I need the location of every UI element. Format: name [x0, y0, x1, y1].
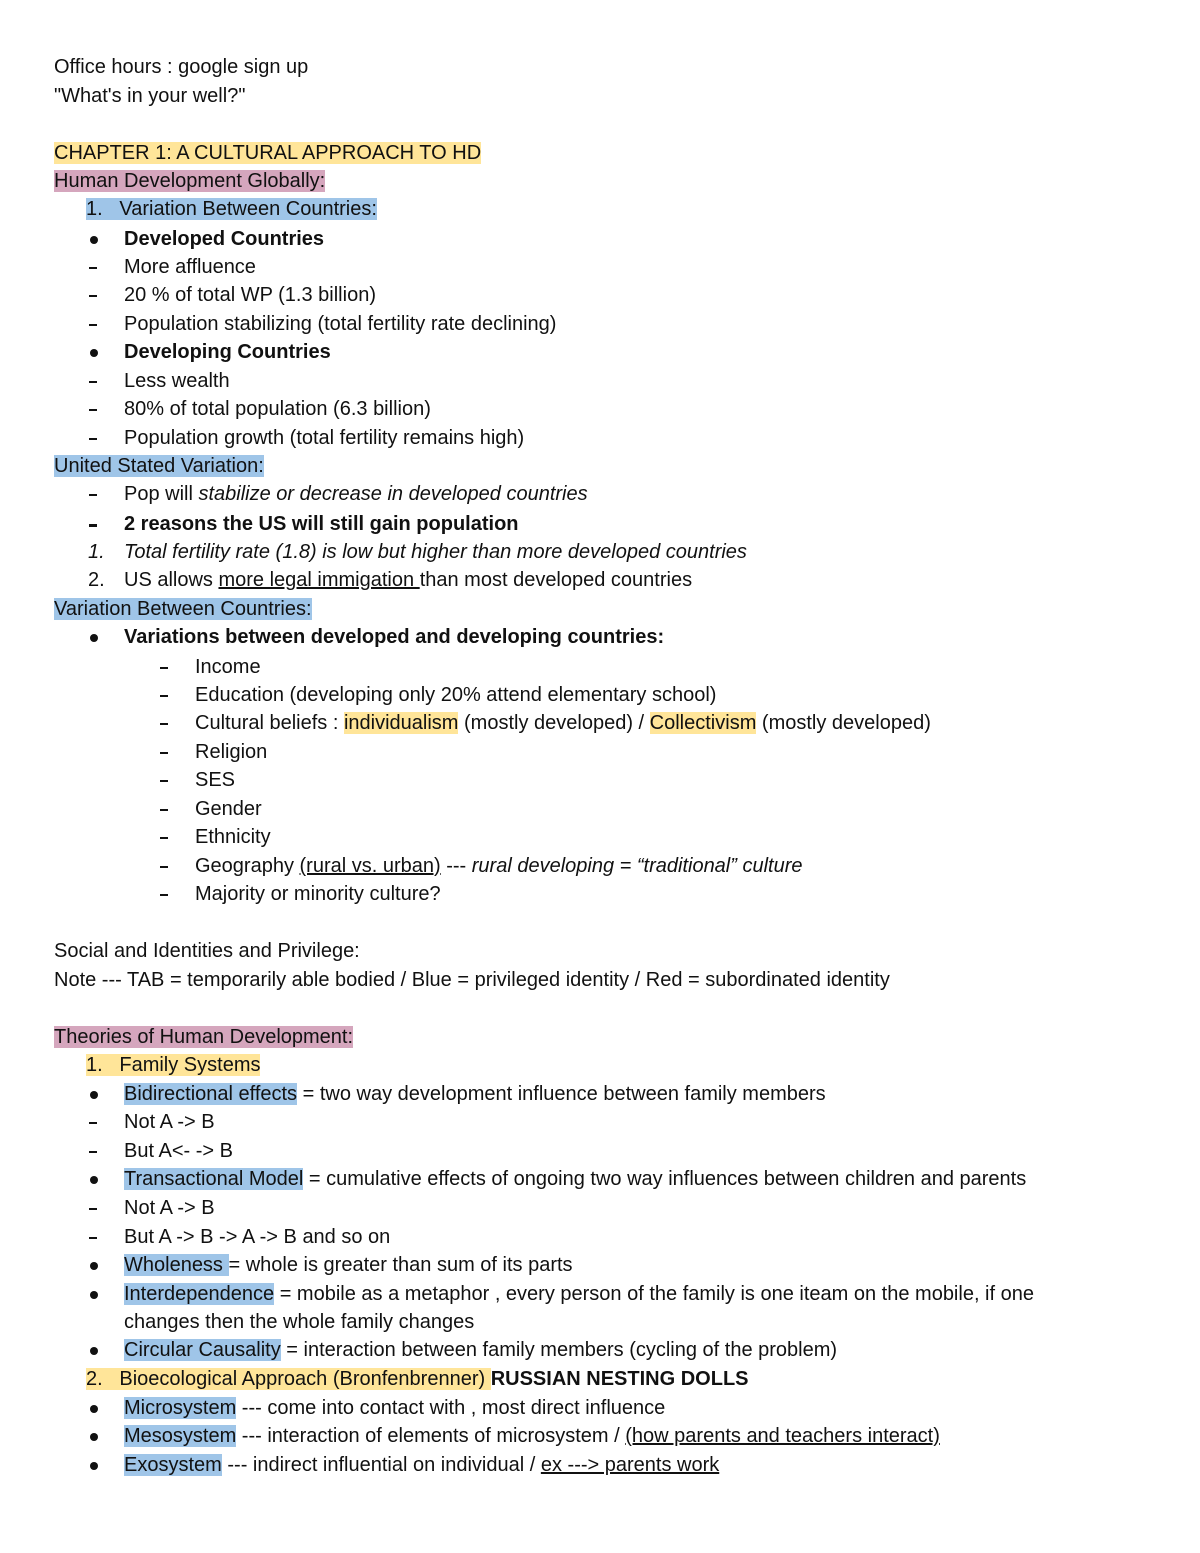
variation-item: SES [195, 769, 236, 791]
dash-text: Not A -> B [124, 1197, 215, 1219]
dash-item [124, 1110, 215, 1138]
collectivism-highlight: Collectivism [649, 712, 757, 734]
social-title: Social and Identities and Privilege: [54, 940, 360, 962]
variation-item: Majority or minority culture? [195, 883, 441, 905]
dash-icon [89, 324, 97, 326]
bullet-icon [90, 1262, 98, 1270]
hd-globally-heading [54, 169, 325, 197]
bullet-icon [90, 1291, 98, 1299]
bullet-microsystem [124, 1396, 665, 1424]
variation-item: Cultural beliefs : [195, 712, 344, 734]
bullet-developed [124, 227, 324, 255]
dash-icon [160, 695, 168, 697]
dash-item [195, 768, 235, 796]
dash-item [195, 825, 271, 853]
us-variation-heading [54, 454, 264, 482]
bullet-developing [124, 340, 331, 368]
dev-point: 20 % of total WP (1.3 billion) [124, 284, 376, 306]
dash-icon [89, 295, 97, 297]
dash-item [195, 711, 931, 739]
term-highlight: Wholeness [124, 1254, 229, 1276]
numbered-item-bioecological [86, 1367, 749, 1395]
variation-item: Geography [195, 855, 300, 877]
bullet-bidirectional [124, 1082, 826, 1110]
developing-point: 80% of total population (6.3 billion) [124, 398, 431, 420]
theories-title: Theories of Human Development: [54, 1026, 354, 1048]
bioecological-highlight [86, 1368, 491, 1390]
dash-item [195, 854, 803, 882]
term-highlight: Transactional Model [124, 1168, 304, 1190]
variation-item: (mostly developed) [756, 712, 931, 734]
dash-item [124, 283, 376, 311]
variations-heading: Variations between developed and developing countries: [124, 626, 665, 648]
dash-item [195, 655, 261, 683]
bullet-icon [90, 1405, 98, 1413]
bullet-wholeness [124, 1253, 573, 1281]
term-definition: --- interaction of elements of microsystem / [236, 1425, 626, 1447]
developing-point: Less wealth [124, 370, 230, 392]
dash-icon [160, 837, 168, 839]
item-label: Variation Between Countries: [119, 198, 377, 220]
well-line [54, 84, 245, 112]
term-highlight: Bidirectional effects [124, 1083, 298, 1105]
dash-icon [160, 780, 168, 782]
developing-heading: Developing Countries [124, 341, 331, 363]
dash-item [124, 397, 431, 425]
numbered-item-highlight [86, 198, 377, 220]
dash-item [195, 740, 267, 768]
dash-icon [160, 723, 168, 725]
dash-icon [89, 1122, 97, 1124]
theories-heading [54, 1025, 353, 1053]
term-highlight: Exosystem [124, 1454, 222, 1476]
term-definition: --- indirect influential on individual / [221, 1454, 541, 1476]
dash-icon [89, 438, 97, 440]
bullet-mesosystem [124, 1424, 940, 1452]
chapter-title [54, 141, 481, 169]
dash-item [124, 312, 556, 340]
interdependence-continued [124, 1310, 474, 1338]
bullet-transactional [124, 1167, 1026, 1195]
variation-between-heading [54, 597, 312, 625]
variation-item: --- [440, 855, 472, 877]
reason-text: than most developed countries [419, 569, 693, 591]
dash-item [195, 797, 262, 825]
bullet-icon [90, 1433, 98, 1441]
reason-2 [88, 568, 693, 596]
developed-heading: Developed Countries [124, 228, 325, 250]
pop-italic: stabilize or decrease in developed countries [198, 483, 588, 505]
bullet-icon [90, 1091, 98, 1099]
term-definition: = cumulative effects of ongoing two way influences between children and parents [303, 1168, 1027, 1190]
dash-item [124, 426, 524, 454]
term-definition: = whole is greater than sum of its parts [228, 1254, 573, 1276]
social-heading [54, 939, 360, 967]
dash-item [124, 512, 519, 540]
term-highlight: Circular Causality [124, 1339, 281, 1361]
dash-icon [160, 809, 168, 811]
dash-item [124, 1139, 233, 1167]
social-note-text: Note --- TAB = temporarily able bodied / Blue = privileged identity / Red = subordinated identity [54, 969, 890, 991]
office-hours-text: Office hours : google sign up [54, 56, 309, 78]
dash-icon [89, 409, 97, 411]
developing-point: Population growth (total fertility remains high) [124, 427, 525, 449]
reason-number: 2. [88, 569, 105, 591]
term-highlight: Interdependence [124, 1283, 275, 1305]
variation-item: Ethnicity [195, 826, 271, 848]
office-hours-line [54, 55, 308, 83]
term-definition: --- come into contact with , most direct influence [236, 1397, 666, 1419]
hd-globally-text: Human Development Globally: [54, 170, 326, 192]
dash-icon [160, 752, 168, 754]
variation-between-text: Variation Between Countries: [54, 598, 312, 620]
dash-icon [89, 1151, 97, 1153]
bullet-interdependence [124, 1282, 1034, 1310]
dev-point: More affluence [124, 256, 256, 278]
term-definition: changes then the whole family changes [124, 1311, 475, 1333]
bullet-icon [90, 349, 98, 357]
term-underline: ex ---> parents work [540, 1454, 720, 1476]
dash-item [124, 482, 588, 510]
dash-item [124, 255, 256, 283]
bullet-icon [90, 236, 98, 244]
numbered-item-family-systems [86, 1053, 260, 1081]
geography-underline: (rural vs. urban) [299, 855, 441, 877]
dev-point: Population stabilizing (total fertility rate declining) [124, 313, 557, 335]
reason-number: 1. [88, 541, 105, 563]
russian-dolls-text: RUSSIAN NESTING DOLLS [490, 1368, 749, 1390]
family-systems-highlight [86, 1054, 260, 1076]
bullet-icon [90, 1347, 98, 1355]
dash-item [124, 369, 230, 397]
dash-icon [89, 524, 97, 527]
bullet-icon [90, 634, 98, 642]
dash-item [124, 1196, 215, 1224]
variation-item: Religion [195, 741, 268, 763]
dash-item [124, 1225, 390, 1253]
dash-text: But A<- -> B [124, 1140, 233, 1162]
social-note [54, 968, 890, 996]
us-variation-text: United Stated Variation: [54, 455, 264, 477]
bullet-circular-causality [124, 1338, 837, 1366]
dash-item [195, 683, 716, 711]
item-label: Bioecological Approach (Bronfenbrenner) [119, 1368, 491, 1390]
reason-text: Total fertility rate (1.8) is low but higher than more developed countries [124, 541, 747, 563]
dash-text: But A -> B -> A -> B and so on [124, 1226, 391, 1248]
variation-item: Gender [195, 798, 262, 820]
dash-icon [89, 267, 97, 269]
geography-italic: rural developing = “traditional” culture [471, 855, 803, 877]
dash-icon [89, 1237, 97, 1239]
dash-icon [160, 894, 168, 896]
item-label: Family Systems [119, 1054, 261, 1076]
term-definition: = mobile as a metaphor , every person of the family is one iteam on the mobile, if one [274, 1283, 1034, 1305]
item-number: 1. [86, 1054, 103, 1076]
dash-icon [160, 866, 168, 868]
two-reasons-text: 2 reasons the US will still gain population [124, 513, 519, 535]
dash-icon [160, 667, 168, 669]
bullet-variations [124, 625, 664, 653]
variation-item: Income [195, 656, 261, 678]
term-highlight: Microsystem [124, 1397, 237, 1419]
reason-text: US allows [124, 569, 219, 591]
term-underline: (how parents and teachers interact) [625, 1425, 940, 1447]
term-highlight: Mesosystem [124, 1425, 237, 1447]
reason-underline: more legal immigation [218, 569, 420, 591]
item-number: 2. [86, 1368, 103, 1390]
chapter-title-text: CHAPTER 1: A CULTURAL APPROACH TO HD [54, 142, 482, 164]
dash-icon [89, 1208, 97, 1210]
term-definition: = interaction between family members (cycling of the problem) [280, 1339, 838, 1361]
variation-item: Education (developing only 20% attend elementary school) [195, 684, 717, 706]
dash-icon [89, 381, 97, 383]
dash-item [195, 882, 441, 910]
bullet-exosystem [124, 1453, 719, 1481]
individualism-highlight: individualism [343, 712, 459, 734]
dash-text: Not A -> B [124, 1111, 215, 1133]
item-number: 1. [86, 198, 103, 220]
well-text: "What's in your well?" [54, 85, 246, 107]
pop-text: Pop will [124, 483, 199, 505]
bullet-icon [90, 1462, 98, 1470]
variation-item: (mostly developed) / [458, 712, 650, 734]
numbered-item-variation [86, 197, 377, 225]
dash-icon [89, 494, 97, 496]
term-definition: = two way development influence between family members [297, 1083, 826, 1105]
reason-1 [88, 540, 747, 568]
bullet-icon [90, 1176, 98, 1184]
